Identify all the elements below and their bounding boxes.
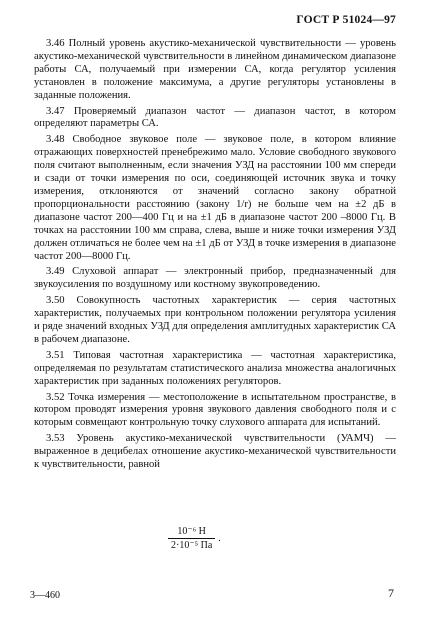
print-code: 3—460	[30, 590, 60, 601]
paragraph-3-47: 3.47 Проверяемый диапазон частот — диапазон частот, в котором определяют параметры СА.	[34, 105, 396, 130]
fraction-denominator: 2·10⁻⁵ Па	[171, 540, 213, 551]
paragraph-3-46: 3.46 Полный уровень акустико-механической чувствительности — уровень акустико-механической чувствительности в линейном динамическом диапазоне работы СА, получаемый при измерении СА, когда регулятор усиления установлен в положение максимума, а другие регуляторы установлены в заданные положения.	[34, 38, 396, 101]
paragraph-3-50: 3.50 Совокупность частотных характеристик — серия частотных характеристик, получаемых при контрольном положении регулятора усиления и ряде значений входных УЗД для определения амплитудных характеристик СА в рабочем диапазоне.	[34, 295, 396, 345]
paragraph-3-48: 3.48 Свободное звуковое поле — звуковое поле, в котором влияние отражающих поверхностей пренебрежимо малo. Условие свободного звукового поля считают выполненным, если значения УЗД на расстоянии 100 мм спереди и сзади от точки измерения по оси, соединяющей источник звука и точку измерения, отклоняются от значений согласно закону обратной пропорциональности расстоянию (закону 1/r) не больше чем на ±2 дБ в диапазоне частот 200—400 Гц и на ±1 дБ в диапазоне частот 200 –8000 Гц. В точках на расстоянии 100 мм справа, слева, выше и ниже точки измерения УЗД должен отличаться не более чем на ±1 дБ от УЗД в точке измерения в диапазоне частот 200—8000 Гц.	[34, 134, 396, 262]
page-number: 7	[388, 586, 394, 600]
paragraph-3-49: 3.49 Слуховой аппарат — электронный прибор, предназначенный для звукоусиления по воздушному или костному звукопроведению.	[34, 266, 396, 291]
document-body	[34, 38, 396, 475]
standard-header: ГОСТ Р 51024—97	[296, 14, 396, 26]
fraction-numerator: 10⁻⁶ Н	[168, 526, 215, 539]
reference-formula	[168, 526, 221, 551]
paragraph-3-52: 3.52 Точка измерения — местоположение в испытательном пространстве, в котором проводят измерения уровня звукового давления свободного поля и с которым совмещают контрольную точку слухового аппарата для испытаний.	[34, 391, 396, 429]
paragraph-3-53: 3.53 Уровень акустико-механической чувствительности (УАМЧ) — выраженное в децибелах отношение акустико-механической чувствительности к чувствительности, равной	[34, 433, 396, 471]
fraction	[168, 526, 215, 551]
paragraph-3-51: 3.51 Типовая частотная характеристика — частотная характеристика, определяемая по результатам статистического анализа множества аналогичных характеристик при заданных положениях регуляторов.	[34, 349, 396, 387]
formula-period: .	[218, 533, 221, 544]
